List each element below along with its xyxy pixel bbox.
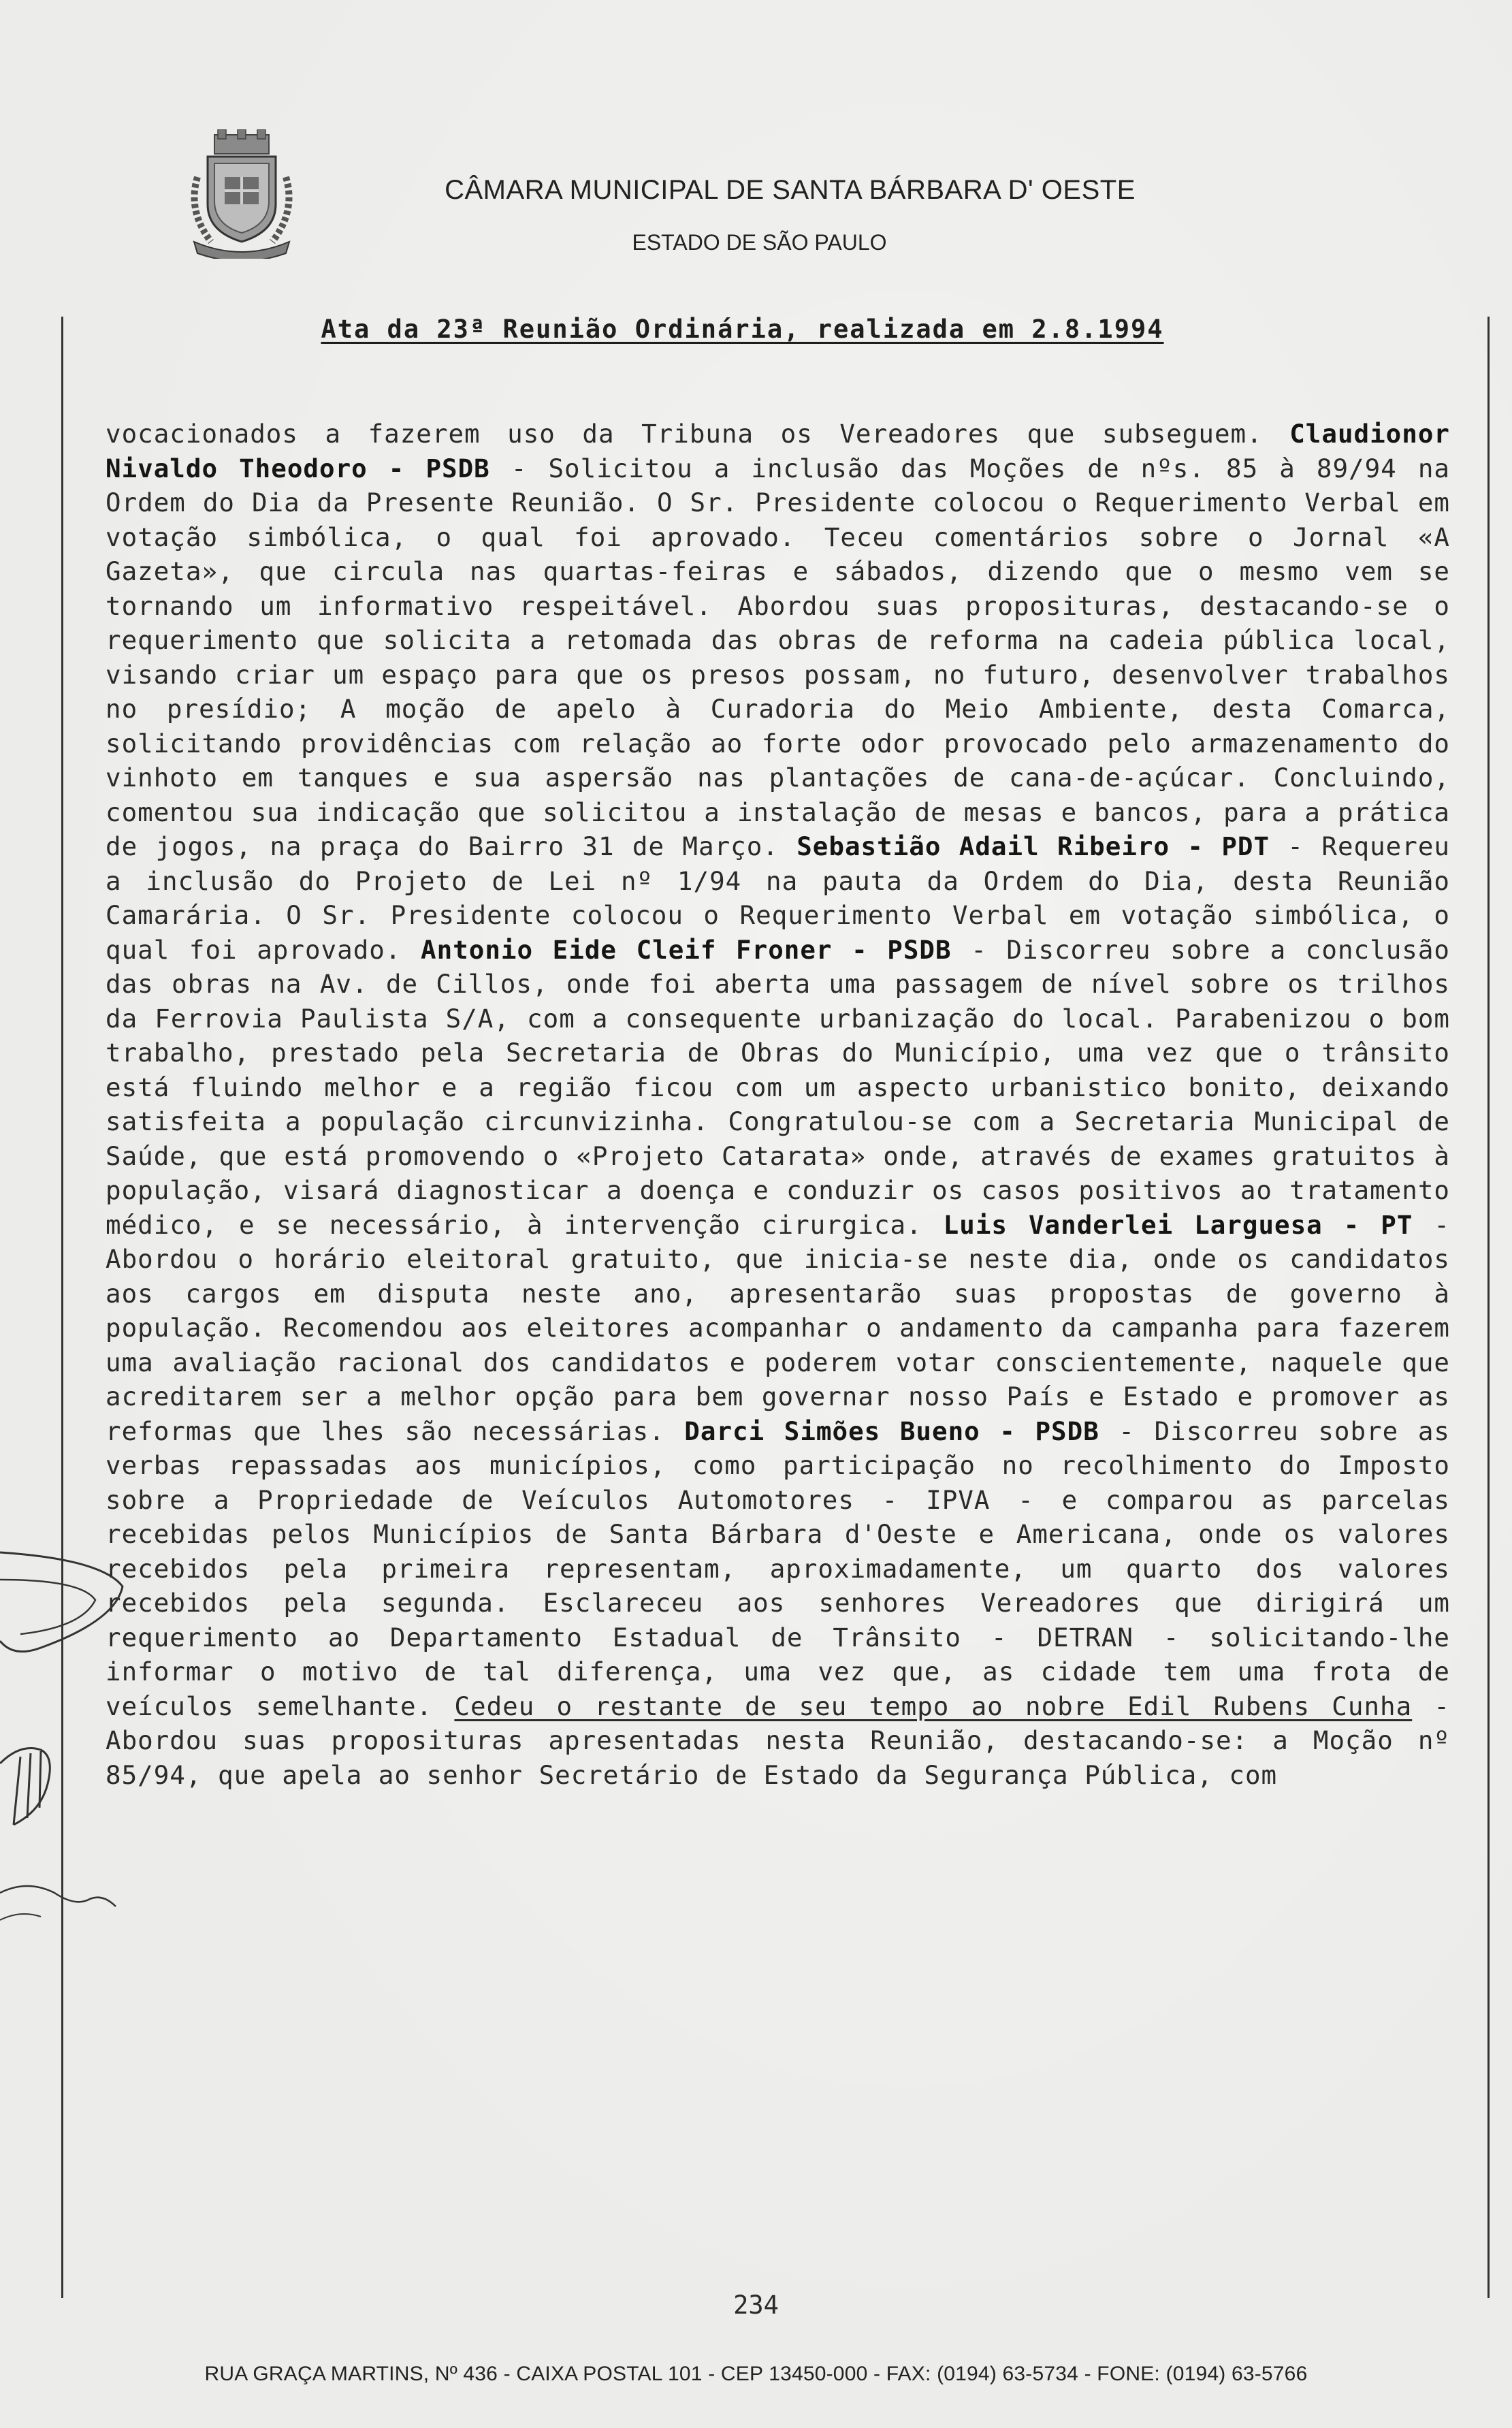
body-text-segment: vocacionados a fazerem uso da Tribuna os Vereadores que subseguem.: [106, 419, 1290, 449]
left-margin-line: [61, 317, 63, 2298]
speaker-name: Luis Vanderlei Larguesa - PT: [943, 1209, 1413, 1240]
body-text-segment: - Solicitou a inclusão das Moções de nºs. 85 à 89/94 na Ordem do Dia da Presente Reunião. O Sr. Presidente colocou o Requerimento Verbal em votação simbólica, o qual foi aprovado. Teceu comentários sobre o Jornal «A Gazeta», que circula nas quartas-feiras e sábados, dizendo que o mesmo vem se tornando um informativo respeitável. Abordou suas proposituras, destacando-se o requerimento que solicita a retomada das obras de reforma na cadeia pública local, visando criar um espaço para que os presos possam, no futuro, desenvolver trabalhos no presídio; A moção de apelo à Curadoria do Meio Ambiente, desta Comarca, solicitando providências com relação ao forte odor provocado pelo armazenamento do vinhoto em tanques e sua aspersão nas plantações de cana-de-açúcar. Concluindo, comentou sua indicação que solicitou a instalação de mesas e bancos, para a prática de jogos, na praça do Bairro 31 de Março.: [106, 453, 1450, 861]
footer-address: RUA GRAÇA MARTINS, Nº 436 - CAIXA POSTAL 101 - CEP 13450-000 - FAX: (0194) 63-5734 - FONE: (0194) 63-5766: [204, 2363, 1308, 2385]
body-text-segment: - Abordou o horário eleitoral gratuito, que inicia-se neste dia, onde os candidatos aos cargos em disputa neste ano, apresentarão suas propostas de governo à população. Recomendou aos eleitores acompanhar o andamento da campanha para fazerem uma avaliação racional dos candidatos e poderem votar conscientemente, naquele que acreditarem ser a melhor opção para bem governar nosso País e Estado e promover as reformas que lhes são necessárias.: [106, 1209, 1450, 1446]
body-text-segment: - Abordou suas proposituras apresentadas nesta Reunião, destacando-se: a Moção nº 85/94, que apela ao senhor Secretário de Estado da Segurança Pública, com: [106, 1691, 1451, 1790]
speaker-name: Darci Simões Bueno - PSDB: [684, 1416, 1099, 1446]
speaker-name: Antonio Eide Cleif Froner - PSDB: [421, 934, 952, 965]
body-text-segment: - Discorreu sobre as verbas repassadas aos municípios, como participação no recolhimento do Imposto sobre a Propriedade de Veículos Automotores - IPVA - e comparou as parcelas recebidas pelos Municípios de Santa Bárbara d'Oeste e Americana, onde os valores recebidos pela primeira representam, aproximadamente, um quarto dos valores recebidos pela segunda. Esclareceu aos senhores Vereadores que dirigirá um requerimento ao Departamento Estadual de Trânsito - DETRAN - solicitando-lhe informar o motivo de tal diferença, uma vez que, as cidade tem uma frota de veículos semelhante.: [106, 1416, 1450, 1721]
underlined-text: Cedeu o restante de seu tempo ao nobre Edil Rubens Cunha: [454, 1691, 1413, 1721]
page-number: 234: [733, 2290, 779, 2320]
document-title: Ata da 23ª Reunião Ordinária, realizada em 2.8.1994: [321, 315, 1164, 344]
speaker-name: Claudionor Nivaldo Theodoro - PSDB: [106, 419, 1450, 483]
institution-name: CÂMARA MUNICIPAL DE SANTA BÁRBARA D' OESTE: [445, 175, 1136, 205]
right-margin-line: [1487, 317, 1490, 2298]
body-text-segment: - Requereu a inclusão do Projeto de Lei nº 1/94 na pauta da Ordem do Dia, desta Reunião Camarária. O Sr. Presidente colocou o Requerimento Verbal em votação simbólica, o qual foi aprovado.: [106, 831, 1450, 965]
speaker-name: Sebastião Adail Ribeiro - PDT: [797, 831, 1270, 861]
minutes-body-text: [106, 417, 1450, 1792]
state-name: ESTADO DE SÃO PAULO: [632, 230, 887, 255]
body-text-segment: - Discorreu sobre a conclusão das obras na Av. de Cillos, onde foi aberta uma passagem de nível sobre os trilhos da Ferrovia Paulista S/A, com a consequente urbanização do local. Parabenizou o bom trabalho, prestado pela Secretaria de Obras do Município, uma vez que o trânsito está fluindo melhor e a região ficou com um aspecto urbanistico bonito, deixando satisfeita a população circunvizinha. Congratulou-se com a Secretaria Municipal de Saúde, que está promovendo o «Projeto Catarata» onde, através de exames gratuitos à população, visará diagnosticar a doença e conduzir os casos positivos ao tratamento médico, e se necessário, à intervenção cirurgica.: [106, 934, 1450, 1240]
